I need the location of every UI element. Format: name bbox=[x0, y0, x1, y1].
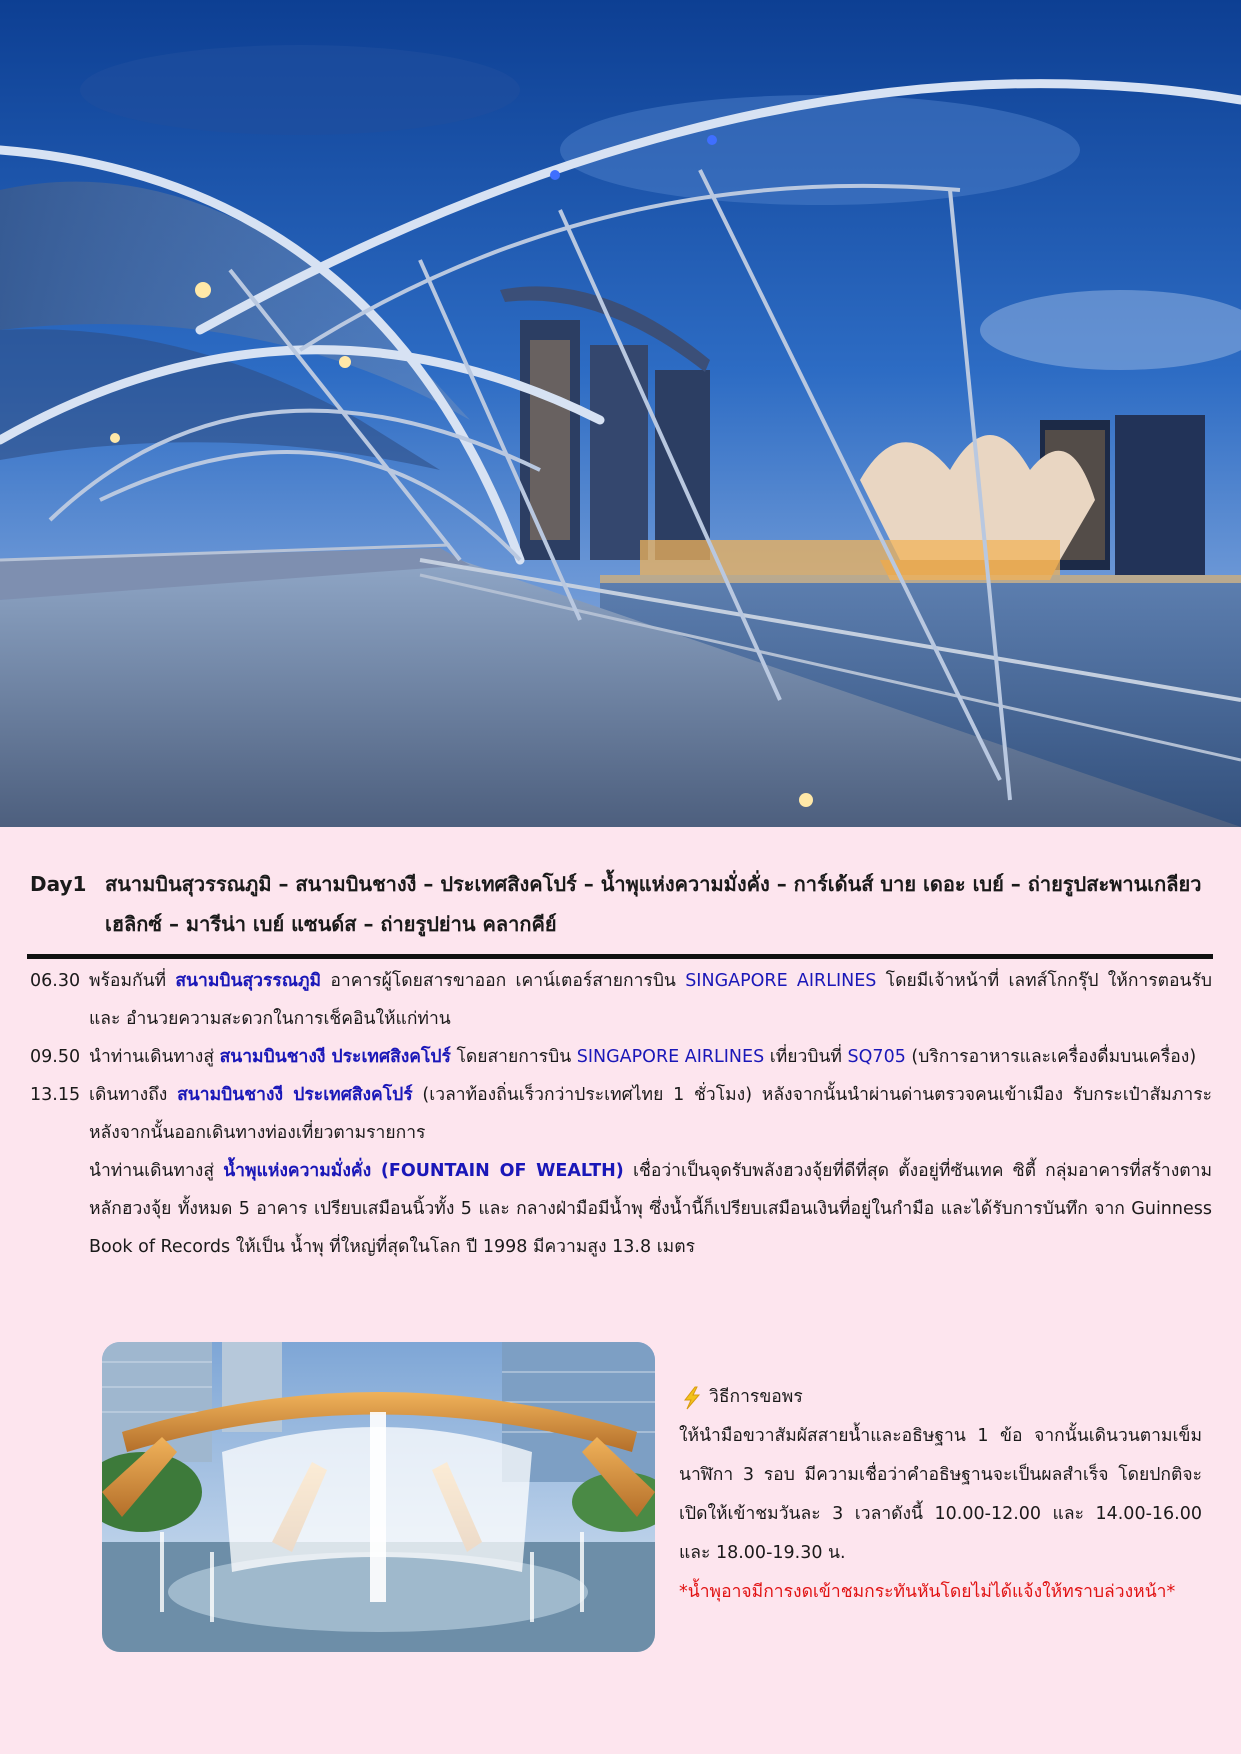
wish-tips bbox=[679, 1378, 1202, 1612]
entry-text-part: นำท่านเดินทางสู่ bbox=[89, 1161, 224, 1181]
entry-text-part: เดินทางถึง bbox=[89, 1085, 178, 1105]
airline-highlight: SINGAPORE AIRLINES bbox=[685, 971, 877, 991]
day-title: สนามบินสุวรรณภูมิ – สนามบินชางงี – ประเทศสิงคโปร์ – น้ำพุแห่งความมั่งคั่ง – การ์เด้นส์ บาย เดอะ เบย์ – ถ่ายรูปสะพานเกลียวเฮลิกซ์ – มารีน่า เบย์ แซนด์ส – ถ่ายรูปย่าน คลากคีย์ bbox=[105, 872, 1202, 936]
tips-heading-row bbox=[679, 1378, 1202, 1417]
airline-highlight: SINGAPORE AIRLINES bbox=[576, 1047, 765, 1067]
section-divider bbox=[27, 954, 1213, 959]
day-header bbox=[30, 864, 1210, 944]
tips-body: ให้นำมือขวาสัมผัสสายน้ำและอธิษฐาน 1 ข้อ จากนั้นเดินวนตามเข็มนาฬิกา 3 รอบ มีความเชื่อว่าคำอธิษฐานจะเป็นผลสำเร็จ โดยปกติจะเปิดให้เข้าชมวันละ 3 เวลาดังนี้ 10.00-12.00 และ 14.00-16.00 และ 18.00-19.30 น. bbox=[679, 1426, 1202, 1563]
day-label: Day1 bbox=[30, 872, 87, 896]
itinerary-entry bbox=[30, 1076, 1212, 1266]
entry-time: 06.30 bbox=[30, 971, 81, 991]
flight-number-highlight: SQ705 bbox=[847, 1047, 906, 1067]
entry-text-part: นำท่านเดินทางสู่ bbox=[89, 1047, 220, 1067]
entry-text-paragraph-2 bbox=[89, 1152, 1212, 1266]
entry-text-part: เชื่อว่าเป็นจุดรับพลังฮวงจุ้ยที่ดีที่สุด ตั้งอยู่ที่ซันเทค ซิตี้ กลุ่มอาคารที่สร้างตามหลักฮวงจุ้ย ทั้งหมด 5 อาคาร เปรียบเสมือนนิ้วทั้ง 5 และ กลางฝ่ามือมีน้ำพุ ซึ่งน้ำนี้ก็เปรียบเสมือนเงินที่อยู่ในกำมือ และได้รับการบันทึก จาก Guinness Book of Records ให้เป็น น้ำพุ ที่ใหญ่ที่สุดในโลก ปี 1998 มีความสูง 13.8 เมตร bbox=[89, 1161, 1213, 1257]
entry-text-part: พร้อมกันที่ bbox=[89, 971, 176, 991]
place-highlight: สนามบินสุวรรณภูมิ bbox=[175, 971, 322, 991]
fountain-of-wealth-photo bbox=[102, 1342, 655, 1652]
entry-text-part: โดยสายการบิน bbox=[450, 1047, 577, 1067]
entry-text bbox=[89, 962, 1212, 1038]
itinerary-entry bbox=[30, 1038, 1212, 1076]
entry-text-part: อาคารผู้โดยสารขาออก เคาน์เตอร์สายการบิน bbox=[321, 971, 686, 991]
entry-text-part: โดยมีเจ้าหน้าที่ เลทส์โกกรุ๊ป ให้การตอนรับ และ อำนวยความสะดวกในการเช็คอินให้แก่ท่าน bbox=[89, 971, 1213, 1029]
itinerary-entry bbox=[30, 962, 1212, 1038]
closure-warning: *น้ำพุอาจมีการงดเข้าชมกระทันหันโดยไม่ได้แจ้งให้ทราบล่วงหน้า* bbox=[679, 1582, 1176, 1602]
entry-text-part: (บริการอาหารและเครื่องดื่มบนเครื่อง) bbox=[905, 1047, 1197, 1067]
place-highlight: สนามบินชางงี ประเทศสิงคโปร์ bbox=[177, 1085, 413, 1105]
entry-text-part: เที่ยวบินที่ bbox=[764, 1047, 848, 1067]
hero-photo-helix-bridge bbox=[0, 0, 1241, 827]
place-highlight: น้ำพุแห่งความมั่งคั่ง (FOUNTAIN OF WEALTH) bbox=[223, 1161, 624, 1181]
entry-time: 09.50 bbox=[30, 1047, 81, 1067]
lightning-bolt-icon bbox=[679, 1385, 705, 1411]
tips-heading: วิธีการขอพร bbox=[709, 1387, 803, 1407]
place-highlight: สนามบินชางงี ประเทศสิงคโปร์ bbox=[219, 1047, 451, 1067]
entry-text bbox=[89, 1038, 1212, 1076]
entry-time: 13.15 bbox=[30, 1085, 81, 1105]
entry-text-part: (เวลาท้องถิ่นเร็วกว่าประเทศไทย 1 ชั่วโมง) หลังจากนั้นนำผ่านด่านตรวจคนเข้าเมือง รับกระเป๋าสัมภาระหลังจากนั้นออกเดินทางท่องเที่ยวตามรายการ bbox=[89, 1085, 1212, 1143]
itinerary bbox=[30, 962, 1212, 1266]
entry-text bbox=[89, 1076, 1212, 1152]
